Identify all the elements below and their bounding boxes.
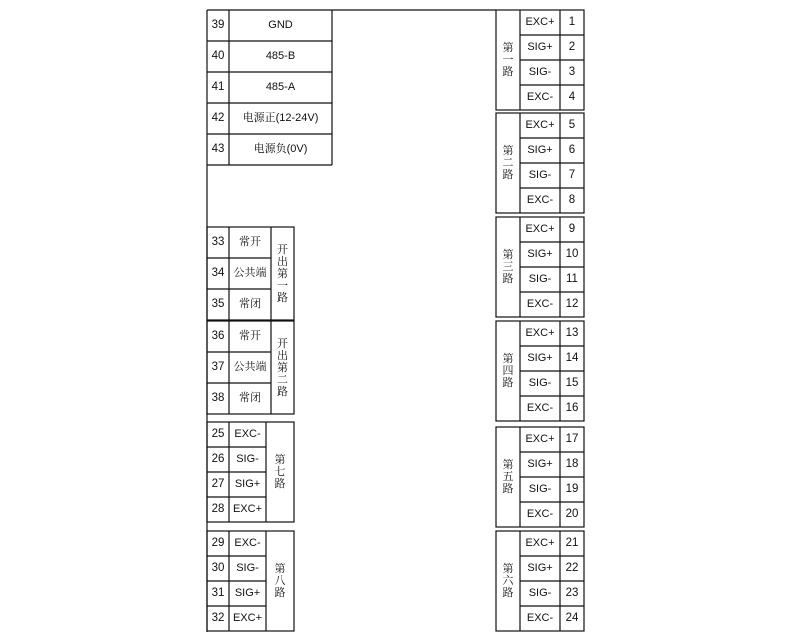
- channel-group-name: 第 六 路: [502, 563, 514, 599]
- terminal-number: 42: [211, 111, 225, 124]
- terminal-number: 12: [565, 297, 579, 310]
- terminal-label: EXC-: [526, 91, 554, 103]
- terminal-number: 2: [568, 40, 576, 53]
- terminal-number: 17: [565, 432, 579, 445]
- terminal-label: EXC+: [232, 612, 263, 624]
- terminal-number: 20: [565, 507, 579, 520]
- terminal-label: SIG-: [528, 169, 552, 181]
- terminal-number: 32: [211, 611, 225, 624]
- terminal-label: 公共端: [233, 267, 267, 279]
- channel-group-name: 第 七 路: [274, 454, 286, 490]
- terminal-label: SIG-: [528, 483, 552, 495]
- channel-group-name: 第 五 路: [502, 459, 514, 495]
- terminal-label: SIG+: [527, 248, 553, 260]
- terminal-label: 常闭: [239, 298, 261, 310]
- terminal-number: 13: [565, 326, 579, 339]
- terminal-number: 14: [565, 351, 579, 364]
- terminal-number: 25: [211, 427, 225, 440]
- terminal-number: 31: [211, 586, 225, 599]
- terminal-label: SIG+: [527, 352, 553, 364]
- terminal-label: SIG-: [528, 66, 552, 78]
- terminal-label: SIG+: [527, 41, 553, 53]
- terminal-number: 19: [565, 482, 579, 495]
- terminal-label: 公共端: [233, 361, 267, 373]
- terminal-label: EXC+: [525, 433, 555, 445]
- terminal-label: EXC+: [525, 119, 555, 131]
- terminal-number: 15: [565, 376, 579, 389]
- terminal-label: SIG+: [234, 587, 261, 599]
- terminal-number: 3: [568, 65, 576, 78]
- terminal-label: SIG-: [236, 562, 259, 574]
- terminal-number: 40: [211, 49, 225, 62]
- terminal-label: GND: [268, 19, 293, 31]
- terminal-number: 23: [565, 586, 579, 599]
- terminal-number: 36: [211, 329, 225, 342]
- terminal-number: 28: [211, 502, 225, 515]
- terminal-number: 26: [211, 452, 225, 465]
- terminal-label: EXC-: [526, 194, 554, 206]
- terminal-label: SIG+: [234, 478, 261, 490]
- relay-group-name: 开 出 第 一 路: [277, 243, 288, 304]
- terminal-number: 8: [568, 193, 576, 206]
- terminal-number: 22: [565, 561, 579, 574]
- relay-group-name: 开 出 第 二 路: [277, 337, 288, 398]
- terminal-label: EXC-: [526, 402, 554, 414]
- terminal-label: SIG-: [528, 587, 552, 599]
- terminal-label: EXC-: [234, 537, 261, 549]
- terminal-label: EXC+: [232, 503, 263, 515]
- channel-group-name: 第 四 路: [502, 353, 514, 389]
- terminal-label: 常开: [239, 236, 261, 248]
- terminal-number: 33: [211, 235, 225, 248]
- terminal-number: 9: [568, 222, 576, 235]
- terminal-number: 6: [568, 143, 576, 156]
- terminal-label: SIG-: [236, 453, 259, 465]
- terminal-number: 24: [565, 611, 579, 624]
- terminal-label: SIG+: [527, 562, 553, 574]
- terminal-number: 10: [565, 247, 579, 260]
- terminal-number: 11: [566, 272, 578, 285]
- terminal-label: EXC-: [526, 298, 554, 310]
- terminal-number: 1: [568, 15, 576, 28]
- terminal-number: 16: [565, 401, 579, 414]
- terminal-label: EXC-: [526, 508, 554, 520]
- terminal-number: 34: [211, 266, 225, 279]
- channel-group-name: 第 一 路: [502, 42, 514, 78]
- terminal-label: EXC+: [525, 537, 555, 549]
- terminal-label: EXC-: [234, 428, 261, 440]
- terminal-label: SIG+: [527, 144, 553, 156]
- terminal-label: 常开: [239, 330, 261, 342]
- terminal-number: 30: [211, 561, 225, 574]
- channel-group-name: 第 八 路: [274, 563, 286, 599]
- terminal-label: 485-A: [265, 81, 296, 93]
- terminal-label: EXC+: [525, 327, 555, 339]
- terminal-number: 4: [568, 90, 576, 103]
- terminal-number: 41: [211, 80, 225, 93]
- terminal-label: SIG+: [527, 458, 553, 470]
- terminal-number: 5: [568, 118, 576, 131]
- terminal-number: 7: [568, 168, 576, 181]
- terminal-label: 485-B: [265, 50, 296, 62]
- terminal-number: 18: [565, 457, 579, 470]
- terminal-label: 电源负(0V): [253, 143, 308, 155]
- terminal-number: 35: [211, 297, 225, 310]
- terminal-number: 37: [211, 360, 225, 373]
- terminal-label: EXC-: [526, 612, 554, 624]
- terminal-label: EXC+: [525, 16, 555, 28]
- terminal-number: 29: [211, 536, 225, 549]
- terminal-number: 21: [565, 536, 579, 549]
- terminal-label: EXC+: [525, 223, 555, 235]
- terminal-number: 39: [211, 18, 225, 31]
- terminal-number: 38: [211, 391, 225, 404]
- terminal-label: SIG-: [528, 273, 552, 285]
- terminal-number: 27: [211, 477, 225, 490]
- terminal-label: 电源正(12-24V): [242, 112, 319, 124]
- terminal-label: 常闭: [239, 392, 261, 404]
- terminal-number: 43: [211, 142, 225, 155]
- channel-group-name: 第 二 路: [502, 145, 514, 181]
- channel-group-name: 第 三 路: [502, 249, 514, 285]
- terminal-label: SIG-: [528, 377, 552, 389]
